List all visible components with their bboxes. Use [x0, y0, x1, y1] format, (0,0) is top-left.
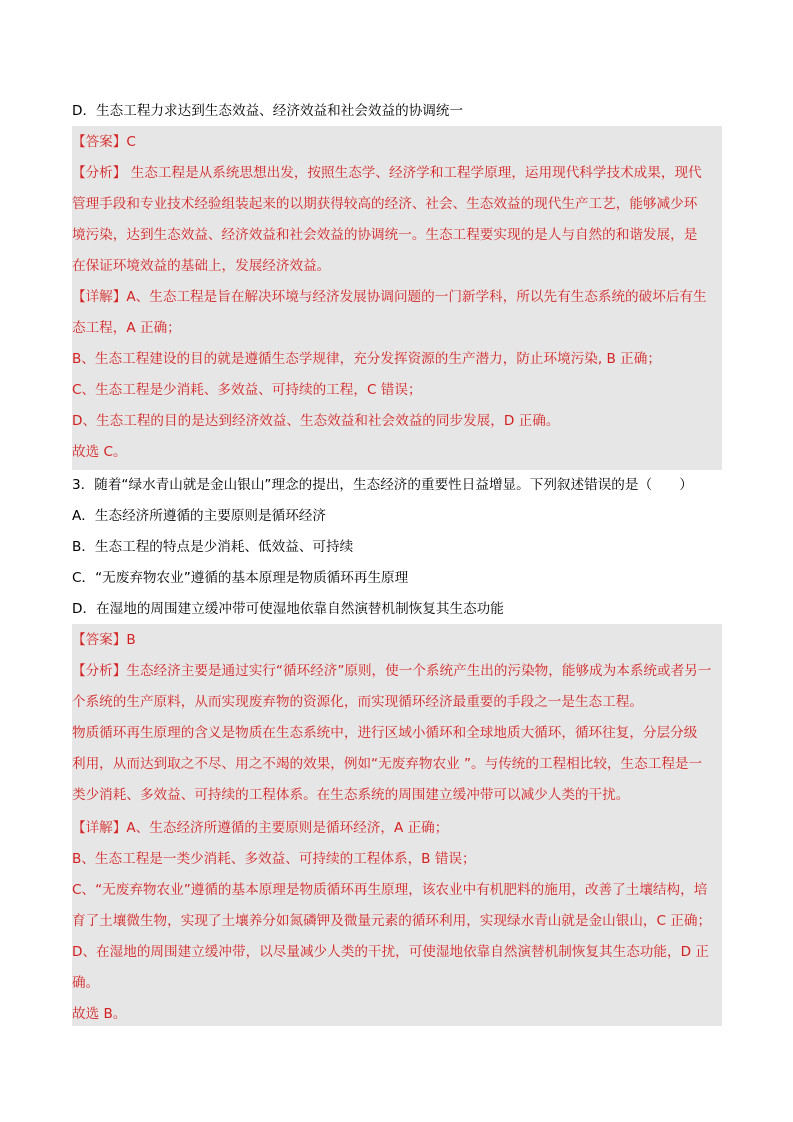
q2-detail-line: 态工程，A 正确； — [72, 320, 181, 336]
detail-text: A、生态工程是旨在解决环境与经济发展协调问题的一门新学科，所以先有生态系统的破坏后有生 — [126, 289, 707, 305]
q3-analysis-line: 个系统的生产原料，从而实现废弃物的资源化，而实现循环经济最重要的手段之一是生态工程。 — [72, 694, 643, 710]
detail-tag: 【详解】 — [72, 289, 127, 305]
q3-option-d: D．在湿地的周围建立缓冲带可使湿地依靠自然演替机制恢复其生态功能 — [72, 601, 504, 617]
q3-analysis-line: 类少消耗、多效益、可持续的工程体系。在生态系统的周围建立缓冲带可以减少人类的干扰。 — [72, 787, 630, 803]
q2-detail-line: B、生态工程建设的目的就是遵循生态学规律，充分发挥资源的生产潜力，防止环境污染, B 正确； — [72, 351, 661, 367]
q3-option-a: A．生态经济所遵循的主要原则是循环经济 — [72, 508, 326, 524]
answer-tag: 【答案】 — [72, 134, 127, 150]
q3-detail-line: 育了土壤微生物，实现了土壤养分如氮磷钾及微量元素的循环利用，实现绿水青山就是金山银山，C 正确； — [72, 913, 712, 929]
q3-detail-line: C、“无废弃物农业”遵循的基本原理是物质循环再生原理，该农业中有机肥料的施用，改善了土壤结构，培 — [72, 882, 708, 898]
answer-value: C — [126, 134, 136, 150]
q3-conclusion: 故选 B。 — [72, 1006, 127, 1022]
analysis-tag: 【分析】 — [72, 165, 127, 181]
analysis-text: 生态工程是从系统思想出发，按照生态学、经济学和工程学原理，运用现代科学技术成果，现代 — [130, 165, 702, 181]
answer-value: B — [126, 632, 136, 648]
q3-analysis-line — [72, 656, 722, 687]
q2-option-d: D．生态工程力求达到生态效益、经济效益和社会效益的协调统一 — [72, 103, 464, 119]
detail-tag: 【详解】 — [72, 820, 127, 836]
q3-detail-line — [72, 813, 722, 844]
answer-tag: 【答案】 — [72, 632, 127, 648]
q2-detail-line — [72, 282, 722, 313]
detail-text: A、生态经济所遵循的主要原则是循环经济，A 正确； — [126, 820, 449, 836]
q3-detail-line: 确。 — [72, 975, 100, 991]
q2-analysis-line: 在保证环境效益的基础上，发展经济效益。 — [72, 258, 331, 274]
analysis-tag: 【分析】 — [72, 663, 127, 679]
q2-conclusion: 故选 C。 — [72, 444, 127, 460]
q3-detail-line: B、生态工程是一类少消耗、多效益、可持续的工程体系，B 错误； — [72, 851, 476, 867]
q3-option-c: C．“无废弃物农业”遵循的基本原理是物质循环再生原理 — [72, 570, 409, 586]
q2-detail-line: C、生态工程是少消耗、多效益、可持续的工程，C 错误； — [72, 382, 422, 398]
q3-option-b: B．生态工程的特点是少消耗、低效益、可持续 — [72, 539, 354, 555]
q3-stem: 3．随着“绿水青山就是金山银山”理念的提出，生态经济的重要性日益增显。下列叙述错误的是（ ） — [72, 477, 693, 493]
q2-analysis-line: 境污染，达到生态效益、经济效益和社会效益的协调统一。生态工程要实现的是人与自然的和谐发展，是 — [72, 227, 698, 243]
q2-analysis-line — [72, 158, 722, 189]
analysis-text: 生态经济主要是通过实行“循环经济”原则，使一个系统产生出的污染物，能够成为本系统或者另一 — [126, 663, 712, 679]
q2-answer — [72, 127, 722, 158]
q2-analysis-line: 管理手段和专业技术经验组装起来的以期获得较高的经济、社会、生态效益的现代生产工艺，能够减少环 — [72, 196, 698, 212]
q3-detail-line: D、在湿地的周围建立缓冲带，以尽量减少人类的干扰，可使湿地依靠自然演替机制恢复其生态功能，D 正 — [72, 944, 709, 960]
q3-answer — [72, 625, 722, 656]
q3-analysis-line: 物质循环再生原理的含义是物质在生态系统中，进行区域小循环和全球地质大循环，循环往复，分层分级 — [72, 725, 698, 741]
q3-analysis-line: 利用，从而达到取之不尽、用之不竭的效果，例如“无废弃物农业 ”。与传统的工程相比较，生态工程是一 — [72, 756, 703, 772]
q2-detail-line: D、生态工程的目的是达到经济效益、生态效益和社会效益的同步发展，D 正确。 — [72, 413, 560, 429]
